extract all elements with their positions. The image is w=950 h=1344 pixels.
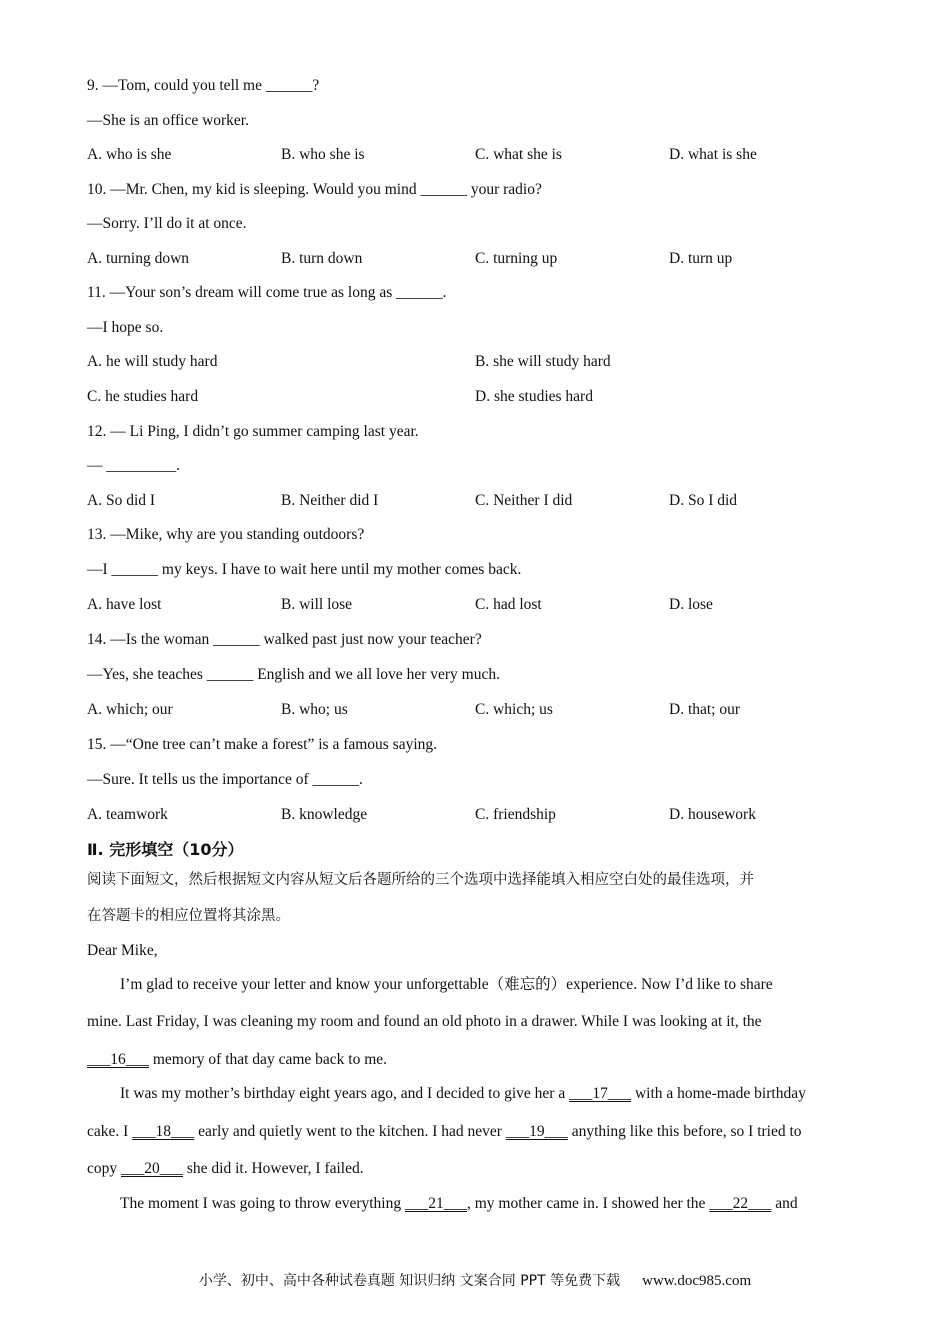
question-15-option-a: A. teamwork bbox=[87, 806, 168, 823]
question-12-reply: — _________. bbox=[87, 457, 180, 474]
blank-16: ___16___ bbox=[87, 1051, 149, 1068]
question-11-reply: —I hope so. bbox=[87, 319, 164, 336]
question-9-option-b: B. who she is bbox=[281, 146, 365, 163]
question-15-stem: 15. —“One tree can’t make a forest” is a famous saying. bbox=[87, 736, 438, 753]
question-14-option-c: C. which; us bbox=[475, 701, 553, 718]
question-15-reply: —Sure. It tells us the importance of ______. bbox=[87, 771, 363, 788]
passage-line-2: mine. Last Friday, I was cleaning my room and found an old photo in a drawer. While I was looking at it, the bbox=[87, 1013, 762, 1030]
passage-line-4: It was my mother’s birthday eight years ago, and I decided to give her a ___17___ with a home-made birthday bbox=[120, 1085, 806, 1102]
question-15-option-c: C. friendship bbox=[475, 806, 556, 823]
question-11-option-d: D. she studies hard bbox=[475, 388, 593, 405]
question-10-option-d: D. turn up bbox=[669, 250, 733, 267]
question-10-option-b: B. turn down bbox=[281, 250, 363, 267]
section-instruction-line-2: 在答题卡的相应位置将其涂黑。 bbox=[87, 908, 290, 924]
question-14-reply: —Yes, she teaches ______ English and we all love her very much. bbox=[87, 666, 500, 683]
question-13-stem: 13. —Mike, why are you standing outdoors? bbox=[87, 526, 365, 543]
question-13-option-a: A. have lost bbox=[87, 596, 162, 613]
question-10-option-c: C. turning up bbox=[475, 250, 558, 267]
letter-greeting: Dear Mike, bbox=[87, 942, 158, 959]
question-12-option-d: D. So I did bbox=[669, 492, 738, 509]
passage-line-7: The moment I was going to throw everything ___21___, my mother came in. I showed her the ___22___ and bbox=[120, 1195, 798, 1212]
question-15-option-d: D. housework bbox=[669, 806, 756, 823]
blank-17: ___17___ bbox=[569, 1085, 632, 1102]
question-9-option-c: C. what she is bbox=[475, 146, 562, 163]
question-13-option-d: D. lose bbox=[669, 596, 713, 613]
question-14-stem: 14. —Is the woman ______ walked past just now your teacher? bbox=[87, 631, 482, 648]
question-10-option-a: A. turning down bbox=[87, 250, 190, 267]
question-12-option-c: C. Neither I did bbox=[475, 492, 573, 509]
question-12-option-a: A. So did I bbox=[87, 492, 156, 509]
passage-line-1: I’m glad to receive your letter and know your unforgettable（难忘的）experience. Now I’d like to share bbox=[120, 976, 773, 993]
question-13-reply: —I ______ my keys. I have to wait here until my mother comes back. bbox=[87, 561, 522, 578]
question-9-option-a: A. who is she bbox=[87, 146, 172, 163]
footer-text: 小学、初中、高中各种试卷真题 知识归纳 文案合同 PPT 等免费下载 bbox=[198, 1273, 621, 1289]
footer-url[interactable]: www.doc985.com bbox=[642, 1273, 752, 1289]
question-11-option-a: A. he will study hard bbox=[87, 353, 218, 370]
question-13-option-b: B. will lose bbox=[281, 596, 353, 613]
section-title: Ⅱ. 完形填空（10分） bbox=[87, 840, 244, 859]
question-11-option-c: C. he studies hard bbox=[87, 388, 199, 405]
question-14-option-a: A. which; our bbox=[87, 701, 173, 718]
question-12-stem: 12. — Li Ping, I didn’t go summer camping last year. bbox=[87, 423, 419, 440]
question-10-stem: 10. —Mr. Chen, my kid is sleeping. Would you mind ______ your radio? bbox=[87, 181, 542, 198]
blank-19: ___19___ bbox=[505, 1123, 568, 1140]
blank-21: ___21___ bbox=[404, 1195, 467, 1212]
section-instruction-line-1: 阅读下面短文，然后根据短文内容从短文后各题所给的三个选项中选择能填入相应空白处的最佳选项，并 bbox=[87, 872, 754, 888]
question-11-option-b: B. she will study hard bbox=[475, 353, 611, 370]
question-15-option-b: B. knowledge bbox=[281, 806, 368, 823]
passage-line-3: ___16___ memory of that day came back to me. bbox=[87, 1051, 388, 1068]
page-footer bbox=[0, 1270, 950, 1290]
question-9-reply: —She is an office worker. bbox=[87, 112, 249, 129]
question-14-option-b: B. who; us bbox=[281, 701, 348, 718]
blank-22: ___22___ bbox=[709, 1195, 772, 1212]
blank-20: ___20___ bbox=[121, 1160, 184, 1177]
question-14-option-d: D. that; our bbox=[669, 701, 741, 718]
question-13-option-c: C. had lost bbox=[475, 596, 542, 613]
blank-18: ___18___ bbox=[132, 1123, 195, 1140]
question-9-stem: 9. —Tom, could you tell me ______? bbox=[87, 77, 320, 94]
question-11-stem: 11. —Your son’s dream will come true as long as ______. bbox=[87, 284, 447, 301]
passage-line-6: copy ___20___ she did it. However, I failed. bbox=[87, 1160, 364, 1177]
question-12-option-b: B. Neither did I bbox=[281, 492, 379, 509]
question-10-reply: —Sorry. I’ll do it at once. bbox=[87, 215, 247, 232]
passage-line-5: cake. I ___18___ early and quietly went to the kitchen. I had never ___19___ anything like this before, so I tried to bbox=[87, 1123, 802, 1140]
question-9-option-d: D. what is she bbox=[669, 146, 757, 163]
